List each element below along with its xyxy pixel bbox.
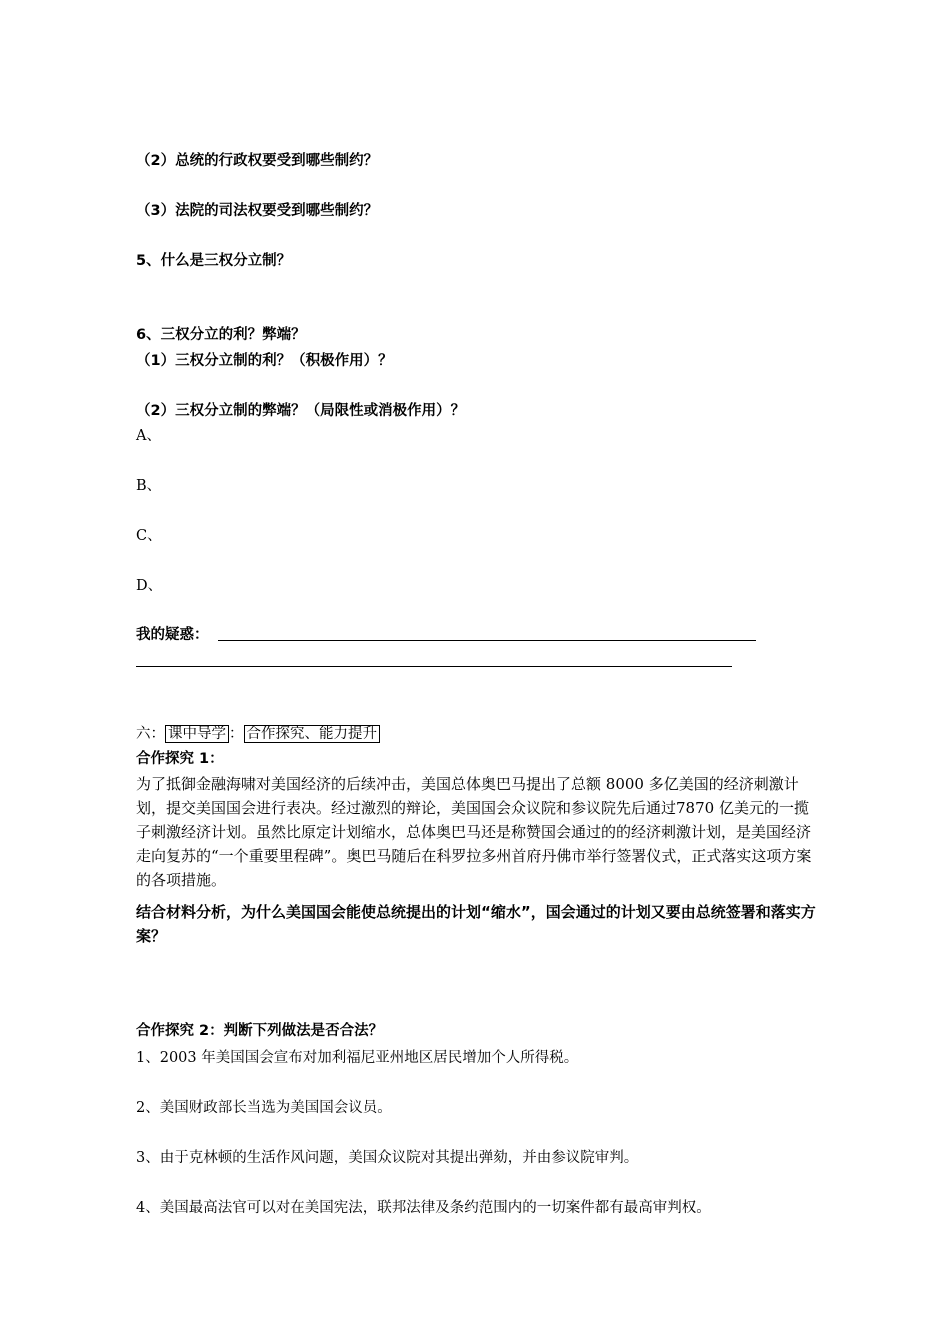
question-4-3: （3）法院的司法权要受到哪些制约？	[136, 203, 379, 219]
inquiry-2-item: 4、美国最高法官可以对在美国宪法，联邦法律及条约范围内的一切案件都有最高审判权。	[136, 1200, 711, 1216]
option-b: B、	[136, 478, 162, 494]
section-box-inquiry: 合作探究、能力提升	[244, 725, 381, 743]
doubt-answer-line-2[interactable]	[136, 666, 732, 667]
inquiry-2-item: 3、由于克林顿的生活作风问题，美国众议院对其提出弹劾，并由参议院审判。	[136, 1150, 639, 1166]
option-d: D、	[136, 578, 163, 594]
inquiry-2-title: 合作探究 2：判断下列做法是否合法？	[136, 1023, 384, 1039]
section-box-guide: 课中导学	[165, 725, 229, 743]
section-heading	[136, 724, 380, 744]
question-4-2: （2）总统的行政权要受到哪些制约？	[136, 153, 379, 169]
doubt-answer-line-1[interactable]	[218, 640, 756, 641]
option-c: C、	[136, 528, 162, 544]
inquiry-1-material: 为了抵御金融海啸对美国经济的后续冲击，美国总体奥巴马提出了总额 8000 多亿美国的经济刺激计划，提交美国国会进行表决。经过激烈的辩论，美国国会众议院和参议院先后通过7870 亿美元的一揽子刺激经济计划。虽然比原定计划缩水，总体奥巴马还是称赞国会通过的的经济刺激计划，是美国经济走向复苏的“一个重要里程碑”。奥巴马随后在科罗拉多州首府丹佛市举行签署仪式，正式落实这项方案的各项措施。	[136, 775, 812, 889]
section-separator: ：	[229, 726, 244, 742]
inquiry-1-title: 合作探究 1：	[136, 751, 224, 767]
question-6-1: （1）三权分立制的利？（积极作用）？	[136, 353, 393, 369]
question-5: 5、什么是三权分立制？	[136, 253, 292, 269]
inquiry-1-question: 结合材料分析，为什么美国国会能使总统提出的计划“缩水”，国会通过的计划又要由总统签署和落实方案？	[136, 903, 816, 945]
doubt-label: 我的疑惑：	[136, 627, 209, 643]
inquiry-2-item: 2、美国财政部长当选为美国国会议员。	[136, 1100, 392, 1116]
question-6-2: （2）三权分立制的弊端？（局限性或消极作用）？	[136, 403, 466, 419]
section-prefix: 六：	[136, 726, 165, 742]
option-a: A、	[136, 428, 161, 444]
inquiry-2-item: 1、2003 年美国国会宣布对加利福尼亚州地区居民增加个人所得税。	[136, 1050, 579, 1066]
question-6: 6、三权分立的利？弊端？	[136, 327, 306, 343]
